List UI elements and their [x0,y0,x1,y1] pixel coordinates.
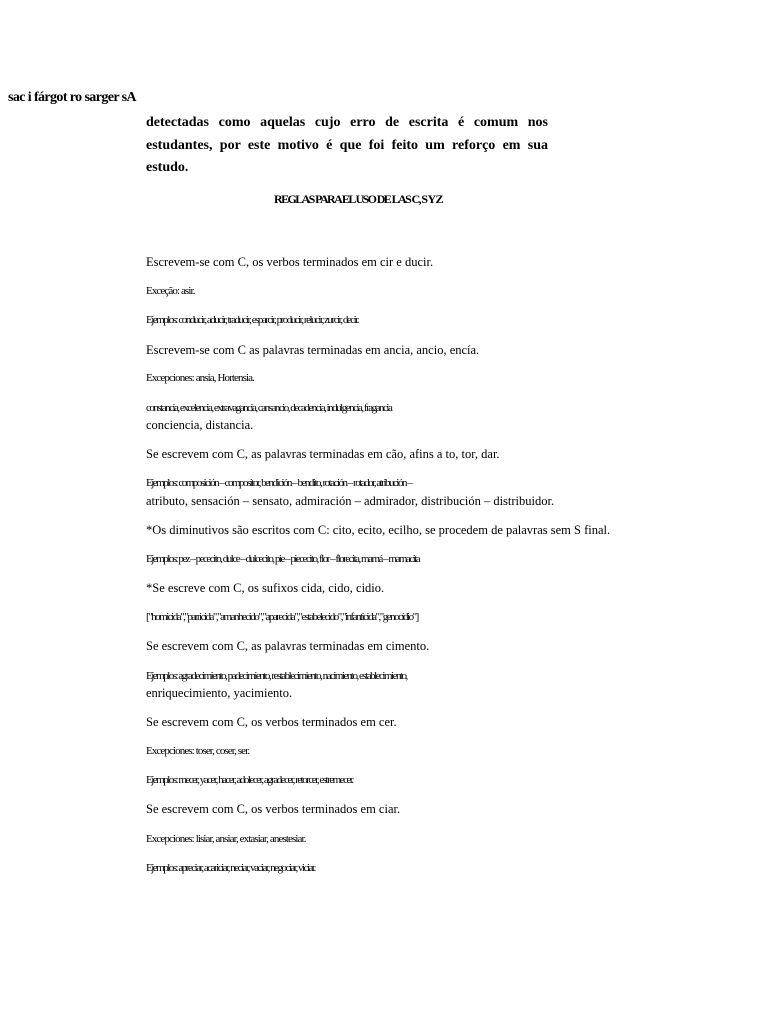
rule-cao-to-tor-dar: Se escrevem com C, as palavras terminadas em cão, afins a to, tor, dar. [146,447,500,461]
side-heading: sac i fárgot ro sarger sA [8,90,136,105]
examples-continuation: atributo, sensación – sensato, admiración – admirador, distribución – distribuidor. [146,494,555,508]
examples-line: Ejemplos: conducir, aducir, traducir, esparcir, producir, relucir, zurcir, decir. [146,314,358,326]
examples-line: Ejemplos: pez – pececito, dulce – dulcecito, pie – piececito, flor – florecita, mamá – mamacita [146,553,420,565]
rule-verbs-cir-ducir: Escrevem-se com C, os verbos terminados em cir e ducir. [146,255,434,269]
exception-line: Excepciones: ansia, Hortensia. [146,372,255,384]
exception-line: Excepciones: toser, coser, ser. [146,745,250,757]
examples-line: Ejemplos: agradecimiento, padecimiento, restablecimiento, nacimiento, establecimiento, [146,670,407,682]
examples-line: Ejemplos: composición – compositor, bendición – bendito, rotación – rotador, atribución – [146,477,412,489]
rule-diminutives: *Os diminutivos são escritos com C: cito, ecito, ecilho, se procedem de palavras sem S final. [146,523,611,537]
rule-ancia-ancio-encia: Escrevem-se com C as palavras terminadas em ancia, ancio, encía. [146,343,480,357]
rule-cimento: Se escrevem com C, as palavras terminadas em cimento. [146,639,430,653]
examples-continuation: conciencia, distancia. [146,418,254,432]
exception-line: Excepciones: lisiar, ansiar, extasiar, anestesiar. [146,833,306,845]
rule-verbs-cer: Se escrevem com C, os verbos terminados em cer. [146,715,397,729]
examples-line: Ejemplos: mecer, yacer, hacer, adolecer, agradecer, retorcer, estremecer. [146,774,353,786]
examples-array-line: ["homicida","parricida","amanhecido","aparecida","estabelecido","infanticida","genocídio"] [146,611,418,623]
examples-continuation: enriquecimiento, yacimiento. [146,686,293,700]
section-title: REGLAS PARA EL USO DE LAS C, S Y Z [274,192,442,206]
rule-verbs-ciar: Se escrevem com C, os verbos terminados em ciar. [146,802,401,816]
exception-line: Exceção: asir. [146,285,195,297]
intro-paragraph: detectadas como aquelas cujo erro de escrita é comum nos estudantes, por este motivo é que foi feito um reforço em sua estudo. [146,115,548,175]
examples-line: Ejemplos: apreciar, acariciar, neciar, vaciar, negociar, viciar. [146,862,315,874]
rule-suffixes-cida-cido-cidio: *Se escreve com C, os sufixos cida, cido, cidio. [146,581,385,595]
examples-line: constancia, excelencia, extravagancia, cansancio, decadencia, indulgencia, fragancia [146,402,392,414]
